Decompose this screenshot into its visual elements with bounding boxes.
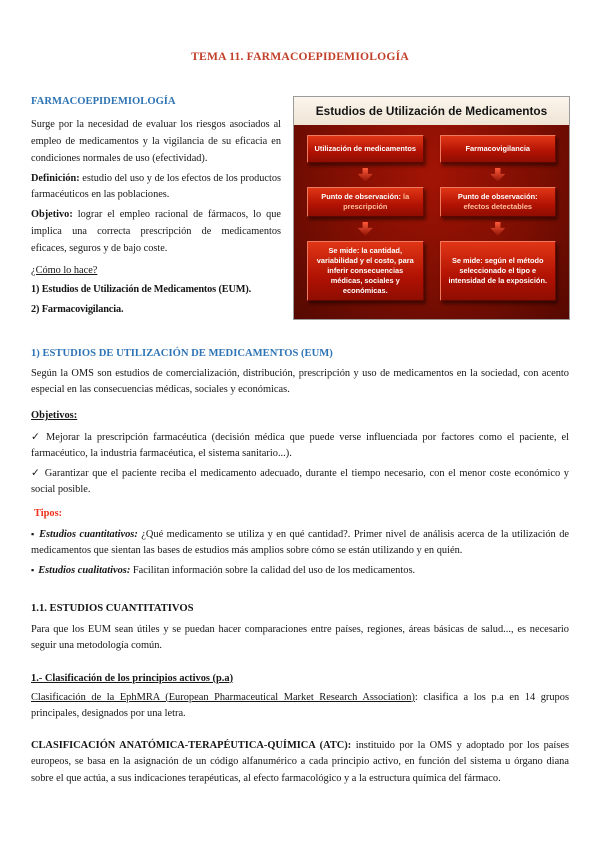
diagram-box-farmacovigilancia: Farmacovigilancia (440, 135, 557, 163)
down-arrow-icon (358, 168, 373, 182)
intro-heading: FARMACOEPIDEMIOLOGÍA (31, 96, 176, 107)
eum-diagram (294, 97, 569, 319)
down-arrow-icon (358, 222, 373, 236)
intro-text-column (31, 93, 281, 322)
intro-columns (31, 93, 569, 322)
tipos-label: Tipos: (34, 508, 63, 520)
objetivos-label: Objetivos: (31, 410, 78, 422)
objective-2-text: Garantizar que el paciente reciba el medicamento adecuado, durante el tiempo necesario, con el menor coste económico y social posible. (31, 467, 569, 496)
objetivo-text: lograr el empleo racional de fármacos, lo que implica una correcta prescripción de medicamentos eficaces, seguros y de bajo coste. (31, 209, 281, 254)
tipo-cuantitativos-item (31, 527, 569, 559)
ephmra-paragraph (31, 690, 569, 722)
diagram-title: Estudios de Utilización de Medicamentos (294, 97, 569, 125)
ephmra-name: Clasificación de la EphMRA (European Pharmaceutical Market Research Association) (31, 691, 415, 703)
cuantitativos-heading: 1.1. ESTUDIOS CUANTITATIVOS (31, 603, 194, 615)
atc-label: CLASIFICACIÓN ANATÓMICA-TERAPÉUTICA-QUÍMICA (ATC): (31, 740, 352, 752)
diagram-body (294, 125, 569, 303)
punto-label: Punto de observación: (321, 192, 401, 201)
definicion-paragraph (31, 171, 281, 205)
diagram-box-semide-cantidad: Se mide: la cantidad, variabilidad y el costo, para inferir consecuencias médicas, sociales y económicas. (307, 241, 424, 301)
tipo1-text: ¿Qué medicamento se utiliza y en qué cantidad?. Primer nivel de análisis acerca de la utilización de medicamentos que sientan las bases de estudios más amplios sobre cómo se están utilizando y en quién. (31, 528, 569, 556)
objective-item-1 (31, 430, 569, 462)
diagram-box-punto-prescripcion (307, 187, 424, 217)
punto-box-text (446, 192, 551, 212)
atc-paragraph (31, 738, 569, 787)
atc-text: instituido por la OMS y adoptado por los países europeos, se basa en la asignación de un código alfanumérico a cada principio activo, en función del sistema u órgano diana sobre el que actúa, a sus indicaciones terapéuticas, al efecto farmacológico y a la estructura química del fármaco. (31, 740, 569, 784)
diagram-box-semide-metodo: Se mide: según el método seleccionado el tipo e intensidad de la exposición. (440, 241, 557, 301)
bullet-icon: ▪ (31, 565, 35, 576)
tipo-cualitativos-item (31, 563, 569, 579)
tipo2-text: Facilitan información sobre la calidad del uso de los medicamentos. (132, 565, 416, 577)
objective-item-2 (31, 466, 569, 498)
punto-label: Punto de observación: (457, 192, 538, 201)
eum-section-heading: 1) ESTUDIOS DE UTILIZACIÓN DE MEDICAMENTOS (EUM) (31, 347, 333, 359)
objetivos-label-line (31, 408, 569, 424)
definicion-text: estudio del uso y de los efectos de los productos farmacéuticos en las poblaciones. (31, 172, 281, 201)
page-title: TEMA 11. FARMACOEPIDEMIOLOGÍA (191, 50, 409, 63)
down-arrow-icon (490, 168, 505, 182)
cuantitativos-intro-paragraph: Para que los EUM sean útiles y se puedan hacer comparaciones entre países, regiones, áreas básicas de salud..., es necesario seguir una metodología común. (31, 624, 569, 652)
check-icon: ✓ (31, 431, 43, 443)
diagram-column-utilizacion (307, 135, 424, 301)
diagram-box-utilizacion: Utilización de medicamentos (307, 135, 424, 163)
clasificacion-pa-heading: 1.- Clasificación de los principios activos (p.a) (31, 672, 234, 684)
metodo-item-1: 1) Estudios de Utilización de Medicamentos (EUM). (31, 284, 252, 296)
tipos-label-line (31, 506, 569, 522)
metodo-item-2: 2) Farmacovigilancia. (31, 304, 124, 316)
diagram-column-farmacovigilancia (440, 135, 557, 301)
punto-value: efectos detectables (463, 201, 533, 211)
como-label: ¿Cómo lo hace? (31, 264, 98, 276)
ephmra-text: : clasifica a los p.a en 14 grupos principales, designados por una letra. (31, 691, 569, 719)
check-icon: ✓ (31, 467, 41, 479)
down-arrow-icon (490, 222, 505, 236)
objetivo-label: Objetivo: (31, 209, 73, 221)
diagram-box-punto-efectos (440, 187, 557, 217)
punto-value: la prescripción (343, 192, 410, 211)
tipo2-label: Estudios cualitativos: (38, 565, 131, 577)
punto-box-text (313, 192, 418, 212)
tipo1-label: Estudios cuantitativos: (39, 528, 138, 540)
objective-1-text: Mejorar la prescripción farmacéutica (decisión médica que puede verse influenciada por factores como el paciente, el farmacéutico, la industria farmacéutica, el sistema sanitario...). (31, 431, 569, 459)
definicion-label: Definición: (31, 172, 80, 184)
intro-paragraph-surge: Surge por la necesidad de evaluar los riesgos asociados al empleo de medicamentos y la vigilancia de su eficacia en condiciones normales de uso (efectividad). (31, 119, 281, 164)
como-lo-hace (31, 263, 281, 280)
bullet-icon: ▪ (31, 528, 36, 539)
objetivo-paragraph (31, 207, 281, 257)
eum-oms-paragraph: Según la OMS son estudios de comercialización, distribución, prescripción y uso de medicamentos en la sociedad, con acento especial en las consecuencias médicas, sociales y económicas. (31, 367, 569, 396)
